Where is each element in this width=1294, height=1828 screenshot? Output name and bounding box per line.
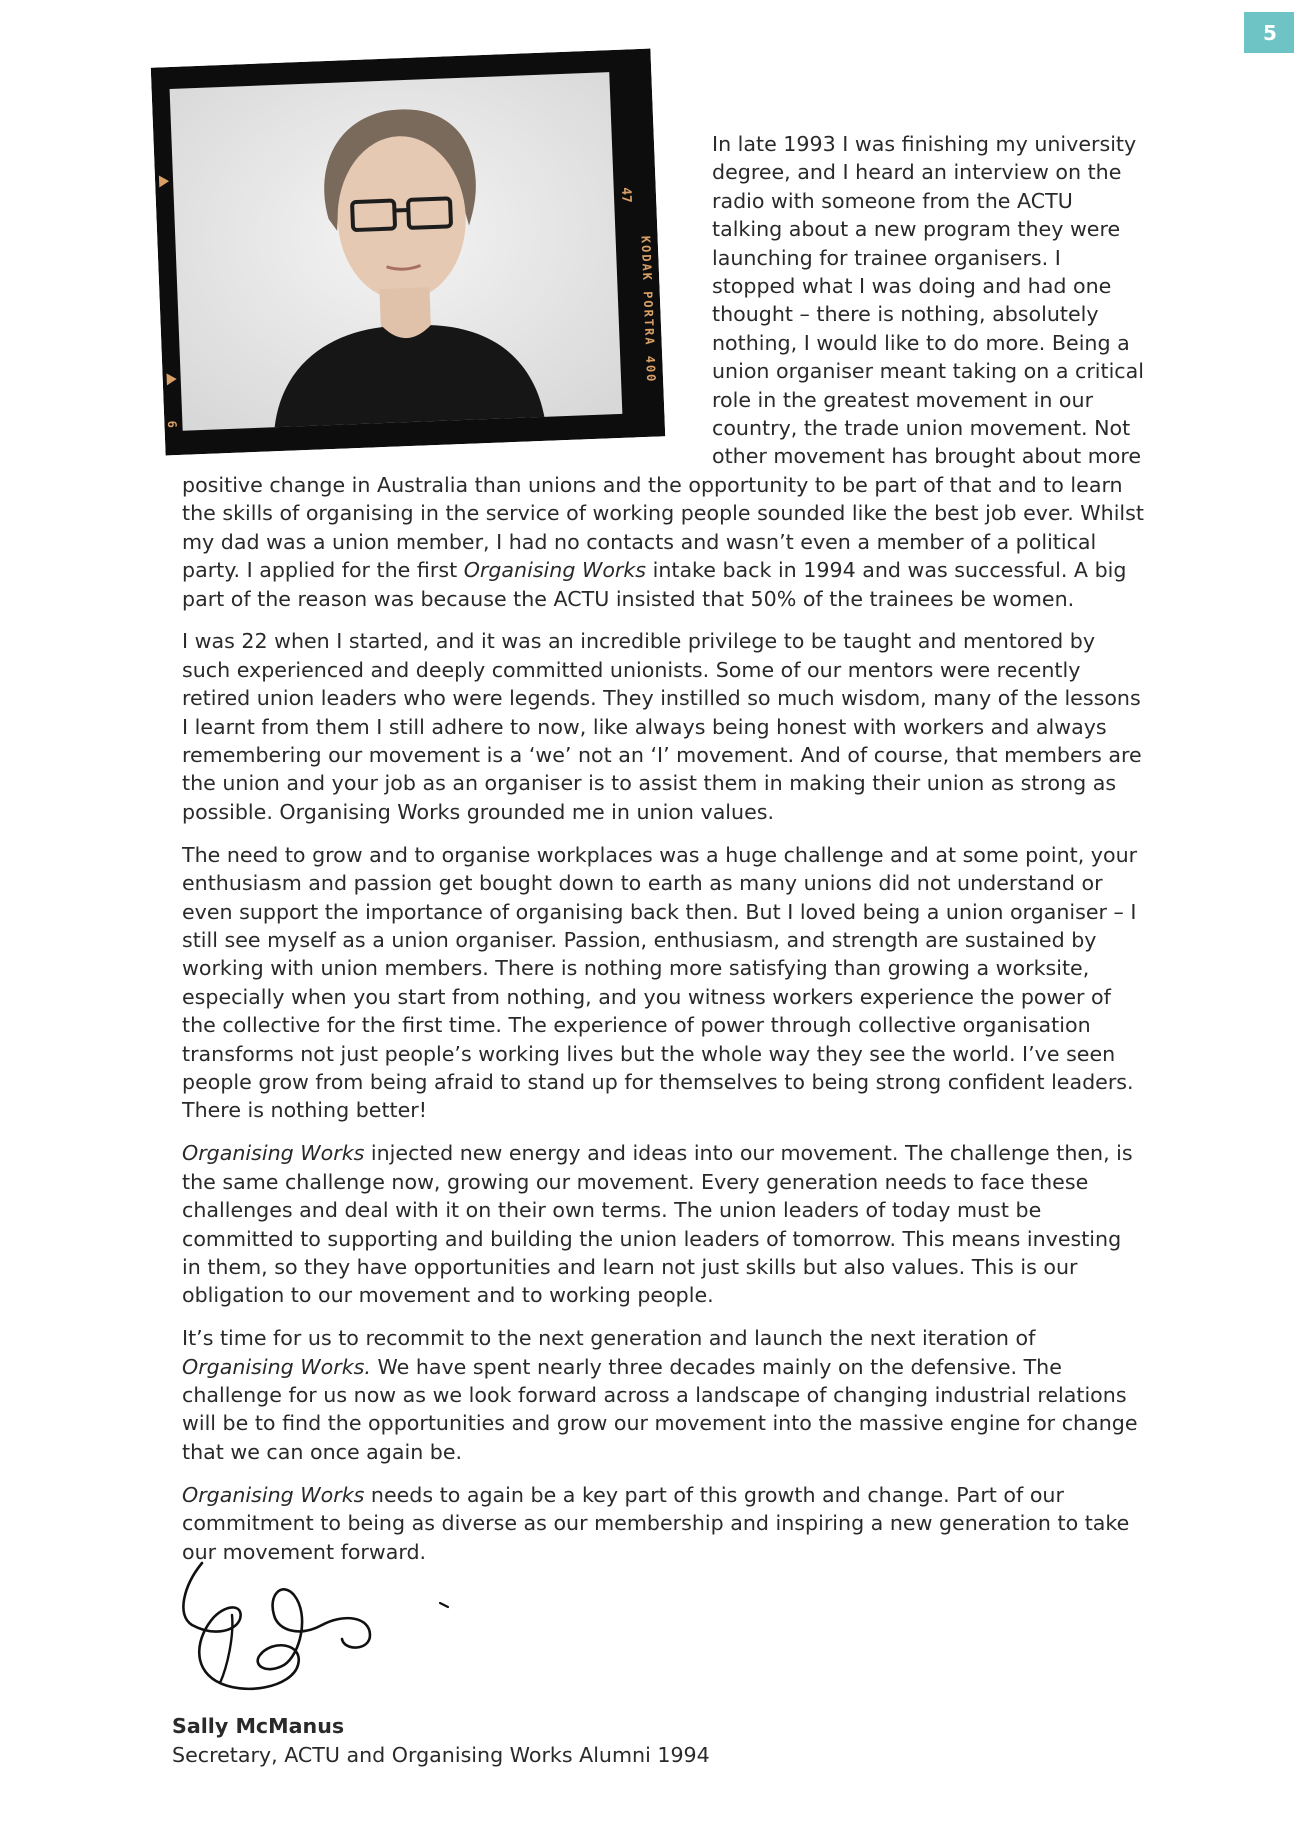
paragraph-5 xyxy=(182,1324,1144,1466)
film-brand: KODAK PORTRA 400 xyxy=(638,235,659,384)
paragraph-1-emphasis: Organising Works xyxy=(463,558,647,583)
paragraph-5-text-after: We have spent nearly three decades mainly on the defensive. The challenge for us now as we look forward across a landscape of changing industrial relations will be to find the opportunities and grow our movement into the massive engine for change that we can once again be. xyxy=(182,1354,1138,1464)
article-body xyxy=(182,130,1144,1581)
paragraph-2: I was 22 when I started, and it was an incredible privilege to be taught and mentored by such experienced and deeply committed unionists. Some of our mentors were recently retired union leaders who were legends. They instilled so much wisdom, many of the lessons I learnt from them I still adhere to now, like always being honest with workers and always remembering our movement is a ‘we’ not an ‘I’ movement. And of course, that members are the union and your job as an organiser is to assist them in making their union as strong as possible. Organising Works grounded me in union values. xyxy=(182,629,1142,824)
paragraph-4-emphasis: Organising Works xyxy=(182,1141,365,1166)
signature-graphic xyxy=(174,1555,474,1705)
paragraph-5-text: It’s time for us to recommit to the next generation and launch the next iteration of xyxy=(182,1326,1036,1351)
paragraph-4 xyxy=(182,1139,1144,1309)
paragraph-5-emphasis: Organising Works. xyxy=(182,1354,371,1379)
paragraph-6-emphasis: Organising Works xyxy=(182,1482,365,1507)
film-code: 47 xyxy=(618,186,634,204)
paragraph-3: The need to grow and to organise workplaces was a huge challenge and at some point, your enthusiasm and passion get bought down to earth as many unions did not understand or even support the importance of organising back then. But I loved being a union organiser – I still see myself as a union organiser. Passion, enthusiasm, and strength are sustained by working with union members. There is nothing more satisfying than growing a worksite, especially when you start from nothing, and you witness workers experience the power of the collective for the first time. The experience of power through collective organisation transforms not just people’s working lives but the whole way they see the world. I’ve seen people grow from being afraid to stand up for themselves to being strong confident leaders. There is nothing better! xyxy=(182,842,1138,1123)
page-number-badge xyxy=(1244,12,1294,53)
paragraph-6 xyxy=(182,1481,1144,1566)
frame-number: 6 xyxy=(164,420,180,429)
page-number: 5 xyxy=(1263,20,1277,45)
paragraph-1-text: In late 1993 I was finishing my university degree, and I heard an interview on the radio with someone from the ACTU talking about a new program they were launching for trainee organisers. I stopped what I was doing and had one thought – there is nothing, absolutely nothing, I would like to do more. Being a union organiser meant taking on a critical role in the greatest movement in our country, the trade union movement. Not other movement has brought about more positive change in Australia than unions and the opportunity to be part of that and to learn the skills of organising in the service of working people sounded like the best job ever. Whilst my dad was a union member, I had no contacts and wasn’t even a member of a political party. I applied for the first xyxy=(182,132,1144,583)
paragraph-6-text: needs to again be a key part of this growth and change. Part of our commitment to being as diverse as our membership and inspiring a new generation to take our movement forward. xyxy=(182,1482,1130,1564)
paragraph-1-text-after: intake back in 1994 and was successful. A big part of the reason was because the ACTU insisted that 50% of the trainees be women. xyxy=(182,558,1127,611)
paragraph-4-text: injected new energy and ideas into our movement. The challenge then, is the same challenge now, growing our movement. Every generation needs to face these challenges and deal with it on their own terms. The union leaders of today must be committed to supporting and building the union leaders of tomorrow. This means investing in them, so they have opportunities and learn not just skills but also values. This is our obligation to our movement and to working people. xyxy=(182,1141,1133,1308)
author-title: Secretary, ACTU and Organising Works Alumni 1994 xyxy=(172,1743,710,1767)
handwritten-signature xyxy=(174,1555,474,1705)
author-name: Sally McManus xyxy=(172,1714,345,1738)
photo-wrap-spacer xyxy=(182,130,712,458)
